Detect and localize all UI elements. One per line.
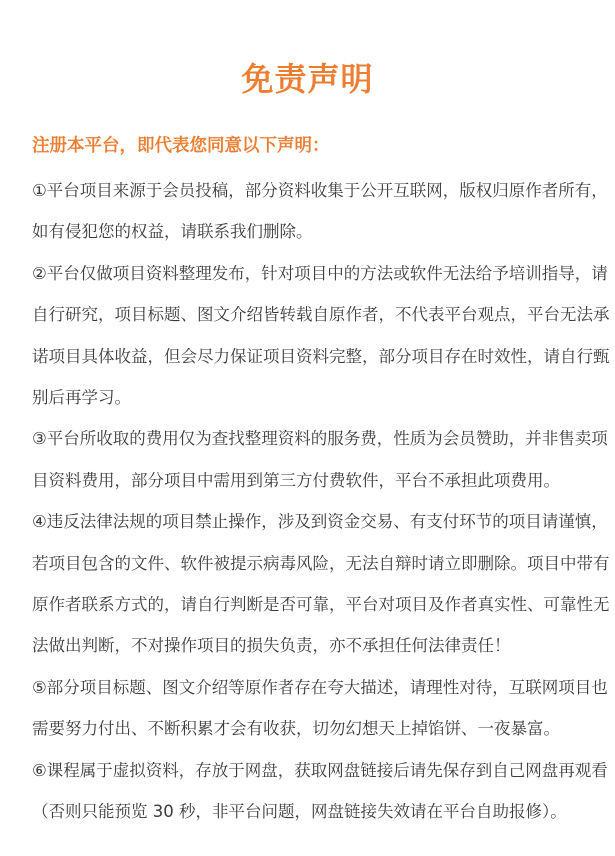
disclaimer-body — [32, 170, 610, 833]
disclaimer-line: ⑤部分项目标题、图文介绍等原作者存在夸大描述，请理性对待，互联网项目也 — [32, 677, 608, 697]
disclaimer-line: 自行研究，项目标题、图文介绍皆转载自原作者，不代表平台观点，平台无法承 — [32, 305, 610, 325]
disclaimer-statement-6 — [32, 750, 608, 833]
disclaimer-line: 如有侵犯您的权益，请联系我们删除。 — [32, 222, 313, 242]
disclaimer-statement-5 — [32, 667, 608, 750]
disclaimer-line: （否则只能预览 30 秒，非平台问题，网盘链接失效请在平台自助报修）。 — [32, 802, 567, 822]
disclaimer-statement-2 — [32, 253, 610, 419]
disclaimer-line: 目资料费用，部分项目中需用到第三方付费软件，平台不承担此项费用。 — [32, 470, 560, 490]
disclaimer-statement-3 — [32, 418, 608, 501]
disclaimer-line: 法做出判断，不对操作项目的损失负责，亦不承担任何法律责任！ — [32, 636, 511, 656]
disclaimer-line: 诺项目具体收益，但会尽力保证项目资料完整，部分项目存在时效性，请自行甄 — [32, 346, 610, 366]
disclaimer-line: ①平台项目来源于会员投稿，部分资料收集于公开互联网，版权归原作者所有， — [32, 181, 608, 200]
disclaimer-line: 别后再学习。 — [32, 388, 131, 408]
lead-statement: 注册本平台，即代表您同意以下声明： — [32, 136, 330, 156]
disclaimer-line: 若项目包含的文件、软件被提示病毒风险，无法自辩时请立即删除。项目中带有 — [32, 553, 610, 573]
disclaimer-statement-1 — [32, 170, 608, 253]
disclaimer-line: ⑥课程属于虚拟资料，存放于网盘，获取网盘链接后请先保存到自己网盘再观看 — [32, 760, 608, 780]
disclaimer-line: ③平台所收取的费用仅为查找整理资料的服务费，性质为会员赞助，并非售卖项 — [32, 429, 608, 449]
disclaimer-line: 需要努力付出、不断积累才会有收获，切勿幻想天上掉馅饼、一夜暴富。 — [32, 719, 560, 739]
disclaimer-line: 原作者联系方式的，请自行判断是否可靠，平台对项目及作者真实性、可靠性无 — [32, 595, 610, 615]
disclaimer-statement-4 — [32, 501, 610, 667]
disclaimer-line: ④违反法律法规的项目禁止操作，涉及到资金交易、有支付环节的项目请谨慎， — [32, 512, 608, 532]
page-title: 免责声明 — [241, 60, 374, 98]
disclaimer-line: ②平台仅做项目资料整理发布，针对项目中的方法或软件无法给予培训指导，请 — [32, 263, 608, 283]
